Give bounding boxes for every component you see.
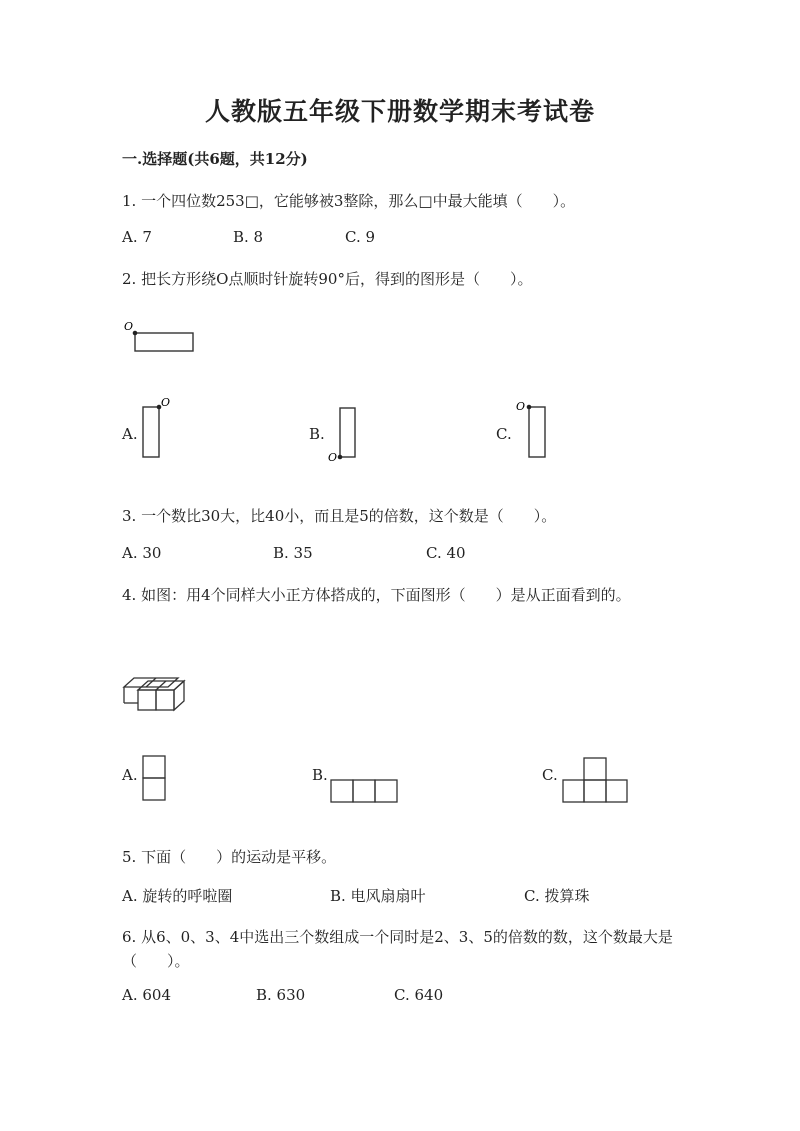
question-3-option-c[interactable]: C. 40 xyxy=(426,544,466,562)
option-c-front-view xyxy=(563,758,627,802)
question-1-option-c[interactable]: C. 9 xyxy=(345,228,376,246)
question-5-option-b[interactable]: B. 电风扇扇叶 xyxy=(330,887,426,905)
question-3-stem: 3. 一个数比30大，比40小，而且是5的倍数，这个数是（ ）。 xyxy=(122,507,557,525)
question-6-stem: 6. 从6、0、3、4中选出三个数组成一个同时是2、3、5的倍数的数，这个数最大是（ ）。 xyxy=(122,928,673,970)
question-1-stem: 1. 一个四位数253□，它能够被3整除，那么□中最大能填（ ）。 xyxy=(122,192,576,210)
question-5-option-a[interactable]: A. 旋转的呼啦圈 xyxy=(122,887,233,905)
option-b-pivot-point xyxy=(338,455,343,460)
horizontal-rectangle xyxy=(135,333,193,351)
option-a-front-view xyxy=(143,756,165,800)
question-5-option-c[interactable]: C. 拨算珠 xyxy=(524,887,590,905)
option-c-pivot-label: O xyxy=(516,400,526,413)
option-a-pivot-label: O xyxy=(161,396,171,409)
option-b-front-view xyxy=(331,780,397,802)
pivot-label-o: O xyxy=(124,320,134,333)
question-2-option-c[interactable]: C. xyxy=(496,425,512,443)
question-6-option-a[interactable]: A. 604 xyxy=(122,986,171,1004)
question-3-option-b[interactable]: B. 35 xyxy=(273,544,313,562)
question-6-option-b[interactable]: B. 630 xyxy=(256,986,306,1004)
question-1-option-a[interactable]: A. 7 xyxy=(122,228,152,246)
question-4-option-c[interactable]: C. xyxy=(542,766,558,784)
question-2-option-a[interactable]: A. xyxy=(122,425,138,443)
cube-arrangement xyxy=(124,678,184,710)
question-3-option-a[interactable]: A. 30 xyxy=(122,544,162,562)
question-5-stem: 5. 下面（ ）的运动是平移。 xyxy=(122,848,337,866)
option-b-pivot-label: O xyxy=(328,451,338,464)
question-4-option-a[interactable]: A. xyxy=(122,766,138,784)
option-c-rectangle xyxy=(529,407,545,457)
question-6-option-c[interactable]: C. 640 xyxy=(394,986,444,1004)
page-title: 人教版五年级下册数学期末考试卷 xyxy=(204,97,595,126)
question-4-option-b[interactable]: B. xyxy=(312,766,328,784)
question-4-stem: 4. 如图：用4个同样大小正方体搭成的，下面图形（ ）是从正面看到的。 xyxy=(122,586,631,604)
question-2-option-b[interactable]: B. xyxy=(309,425,325,443)
option-a-pivot-point xyxy=(157,405,162,410)
option-a-rectangle xyxy=(143,407,159,457)
option-b-rectangle xyxy=(340,408,355,457)
question-1-option-b[interactable]: B. 8 xyxy=(233,228,264,246)
option-c-pivot-point xyxy=(527,405,532,410)
pivot-point-o xyxy=(133,331,138,336)
section-heading: 一.选择题(共6题，共12分) xyxy=(122,150,308,168)
question-2-stem: 2. 把长方形绕O点顺时针旋转90°后，得到的图形是（ ）。 xyxy=(122,270,533,288)
